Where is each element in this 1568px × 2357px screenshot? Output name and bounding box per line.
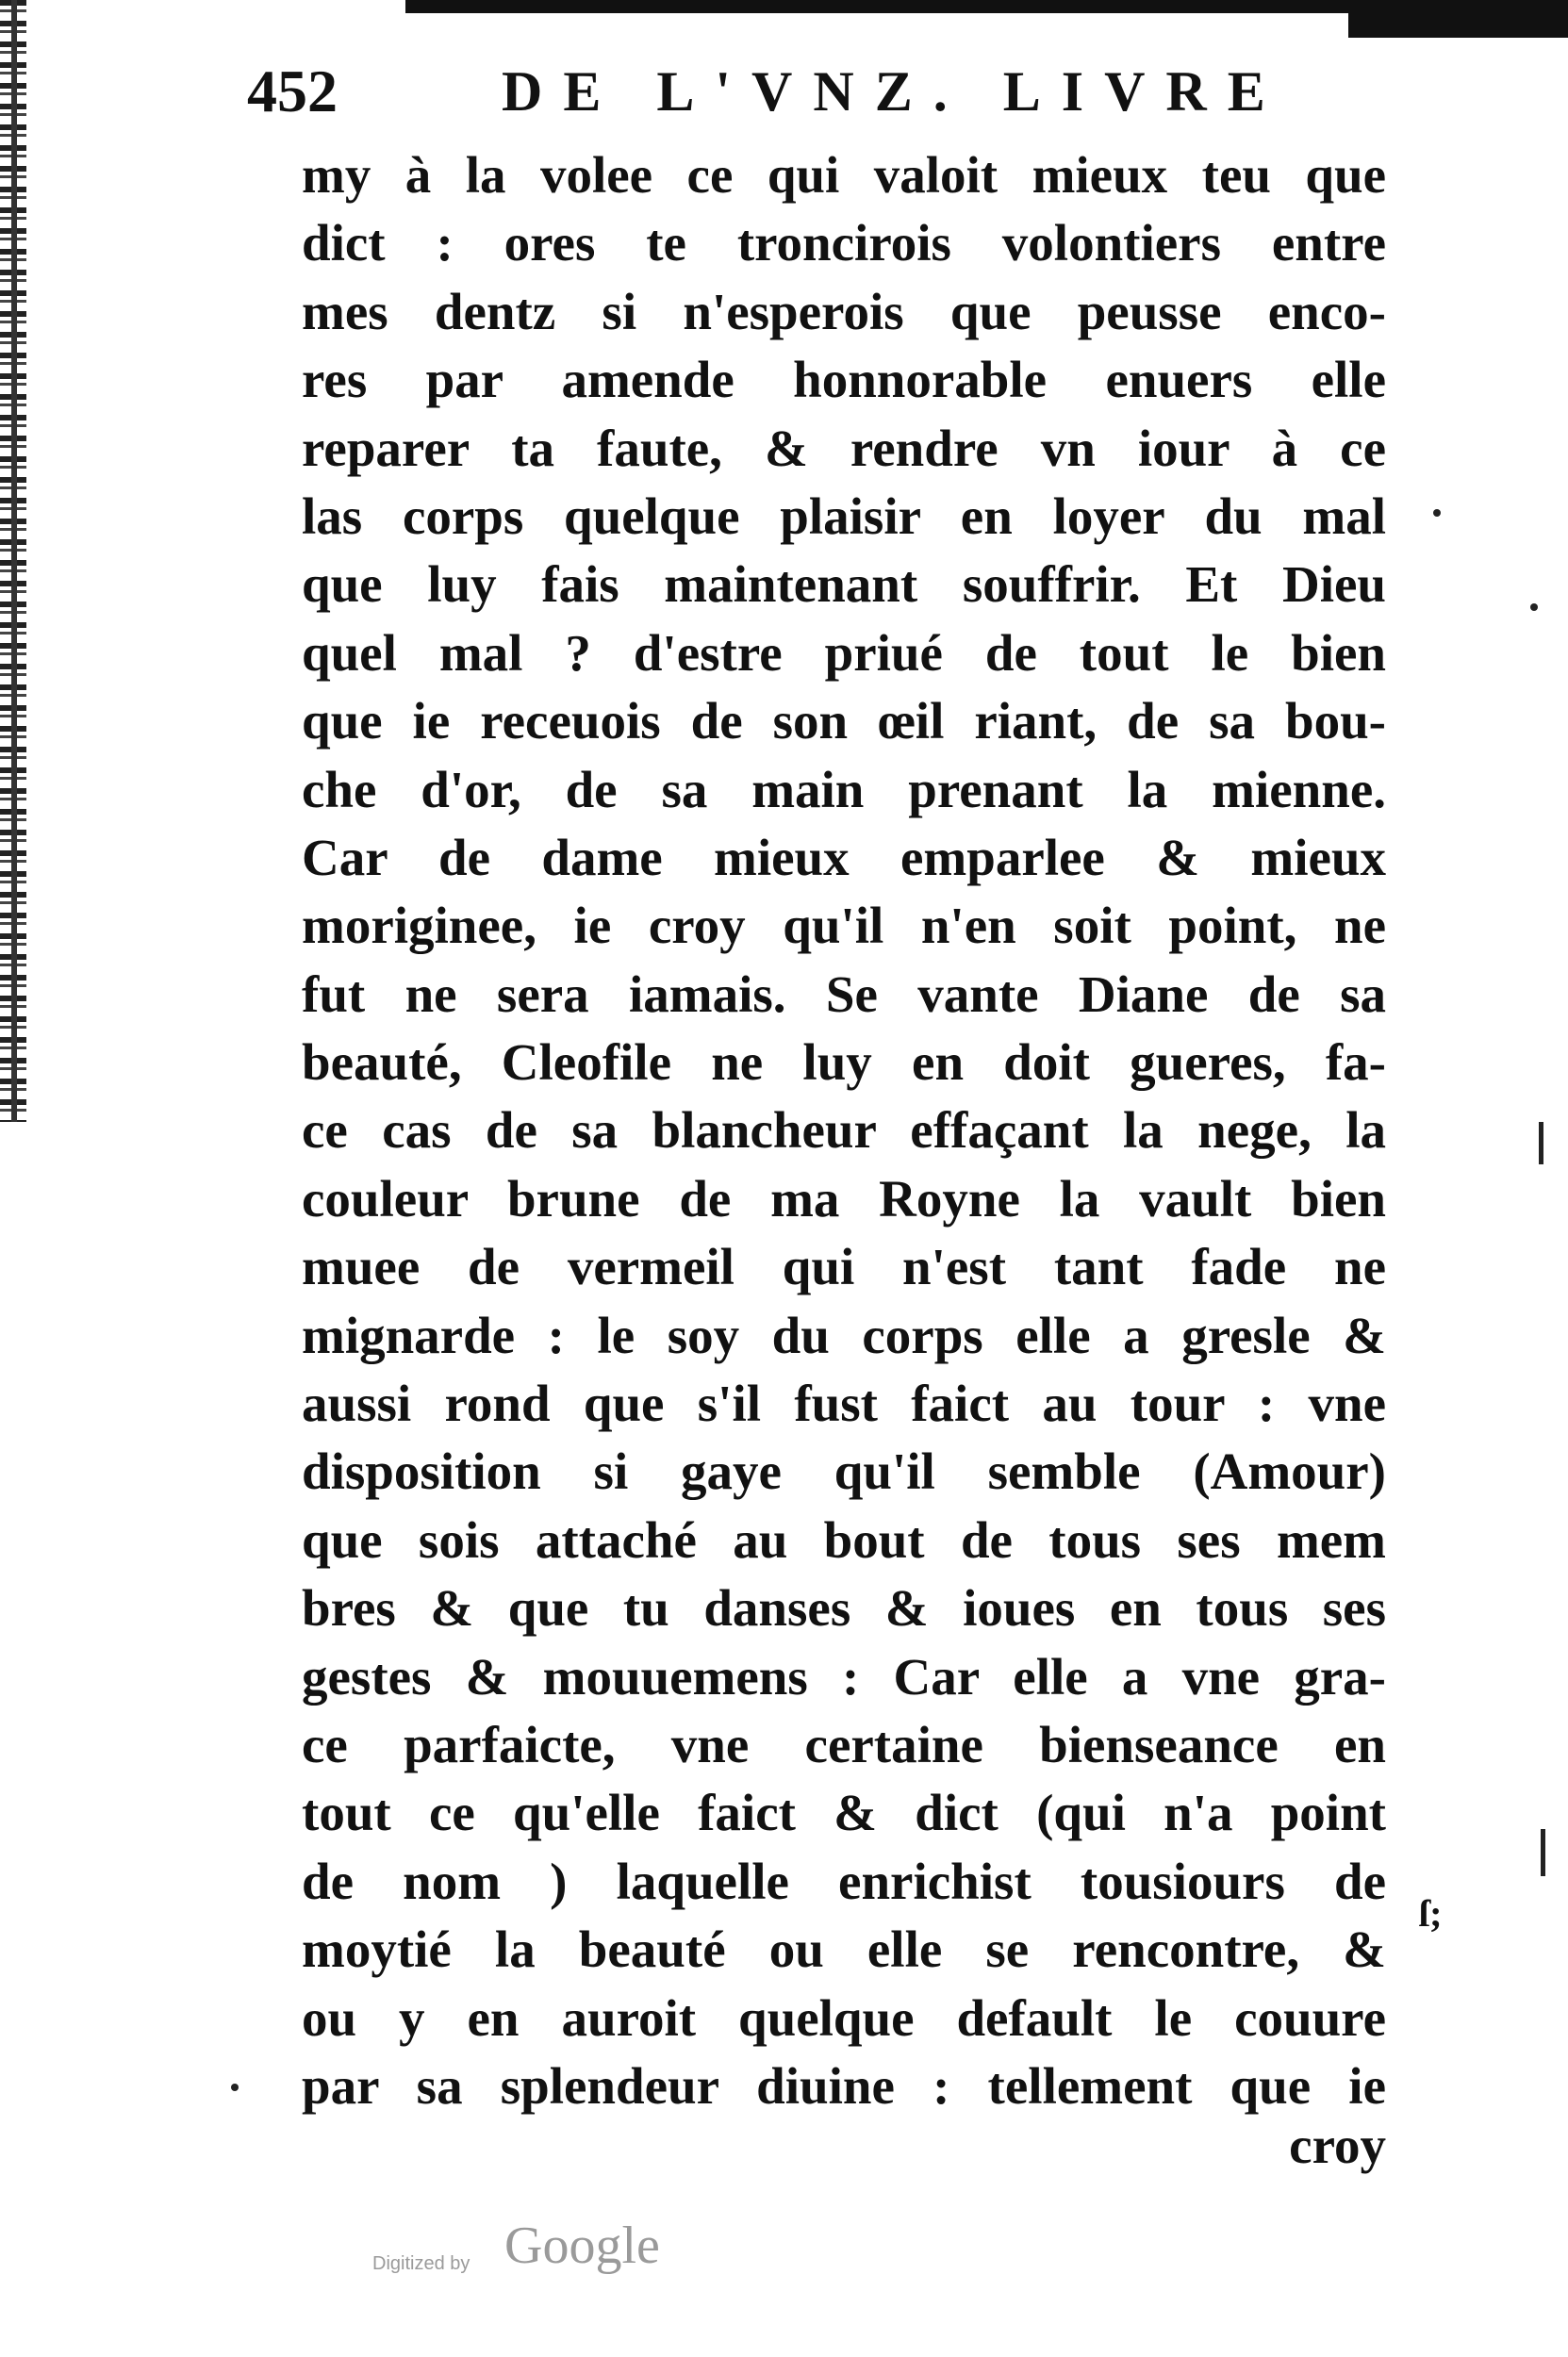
text-block — [302, 141, 1386, 2120]
text-line: ou y en auroit quelque default le couure — [302, 1988, 1386, 2047]
text-line: beauté, Cleofile ne luy en doit gueres, fa- — [302, 1033, 1386, 1092]
text-line: disposition si gaye qu'il semble (Amour) — [302, 1442, 1386, 1501]
digitized-by-label: Digitized by — [372, 2253, 470, 2274]
text-line: dict : ores te troncirois volontiers entre — [302, 214, 1386, 272]
text-line: che d'or, de sa main prenant la mienne. — [302, 760, 1386, 818]
text-line: bres & que tu danses & ioues en tous ses — [302, 1579, 1386, 1638]
margin-speck — [1530, 603, 1538, 611]
margin-note: ſ; — [1419, 1892, 1443, 1935]
google-logo: Google — [504, 2217, 660, 2275]
text-line: couleur brune de ma Royne la vault bien — [302, 1169, 1386, 1228]
text-line: mignarde : le soy du corps elle a gresle & — [302, 1306, 1386, 1364]
text-line: las corps quelque plaisir en loyer du mal — [302, 486, 1386, 545]
text-line: res par amende honnorable enuers elle — [302, 351, 1386, 409]
text-line: mes dentz si n'esperois que peusse enco- — [302, 282, 1386, 340]
catchword: croy — [1289, 2117, 1386, 2174]
margin-speck — [231, 2084, 239, 2091]
text-line: my à la volee ce qui valoit mieux teu que — [302, 146, 1386, 204]
binding-edge-line — [11, 0, 17, 1122]
text-line: moytié la beauté ou elle se rencontre, & — [302, 1920, 1386, 1979]
text-line: de nom ) laquelle enrichist tousiours de — [302, 1852, 1386, 1910]
text-line: que sois attaché au bout de tous ses mem — [302, 1510, 1386, 1569]
folio-number: 452 — [247, 58, 338, 124]
text-line: reparer ta faute, & rendre vn iour à ce — [302, 419, 1386, 477]
text-line: que luy fais maintenant souffrir. Et Dieu — [302, 555, 1386, 614]
margin-stroke — [1539, 1122, 1543, 1164]
digitized-footer — [372, 2216, 797, 2291]
text-line: aussi rond que s'il fust faict au tour : vne — [302, 1375, 1386, 1433]
text-line: quel mal ? d'estre priué de tout le bien — [302, 623, 1386, 682]
text-line: muee de vermeil qui n'est tant fade ne — [302, 1238, 1386, 1296]
text-line: fut ne sera iamais. Se vante Diane de sa — [302, 964, 1386, 1023]
text-line: ce cas de sa blancheur effaçant la nege, la — [302, 1101, 1386, 1160]
text-line: par sa splendeur diuine : tellement que ie — [302, 2056, 1386, 2115]
page-header — [247, 49, 1378, 134]
margin-speck — [1433, 509, 1441, 517]
margin-stroke — [1541, 1829, 1545, 1876]
text-line: tout ce qu'elle faict & dict (qui n'a point — [302, 1784, 1386, 1842]
running-head: DE L'VNZ. LIVRE — [502, 60, 1286, 123]
text-line: ce parfaicte, vne certaine bienseance en — [302, 1715, 1386, 1773]
top-rule-end — [1348, 0, 1568, 38]
text-line: gestes & mouuemens : Car elle a vne gra- — [302, 1647, 1386, 1706]
text-line: Car de dame mieux emparlee & mieux — [302, 828, 1386, 886]
text-line: moriginee, ie croy qu'il n'en soit point, ne — [302, 897, 1386, 955]
text-line: que ie receuois de son œil riant, de sa bou- — [302, 692, 1386, 750]
